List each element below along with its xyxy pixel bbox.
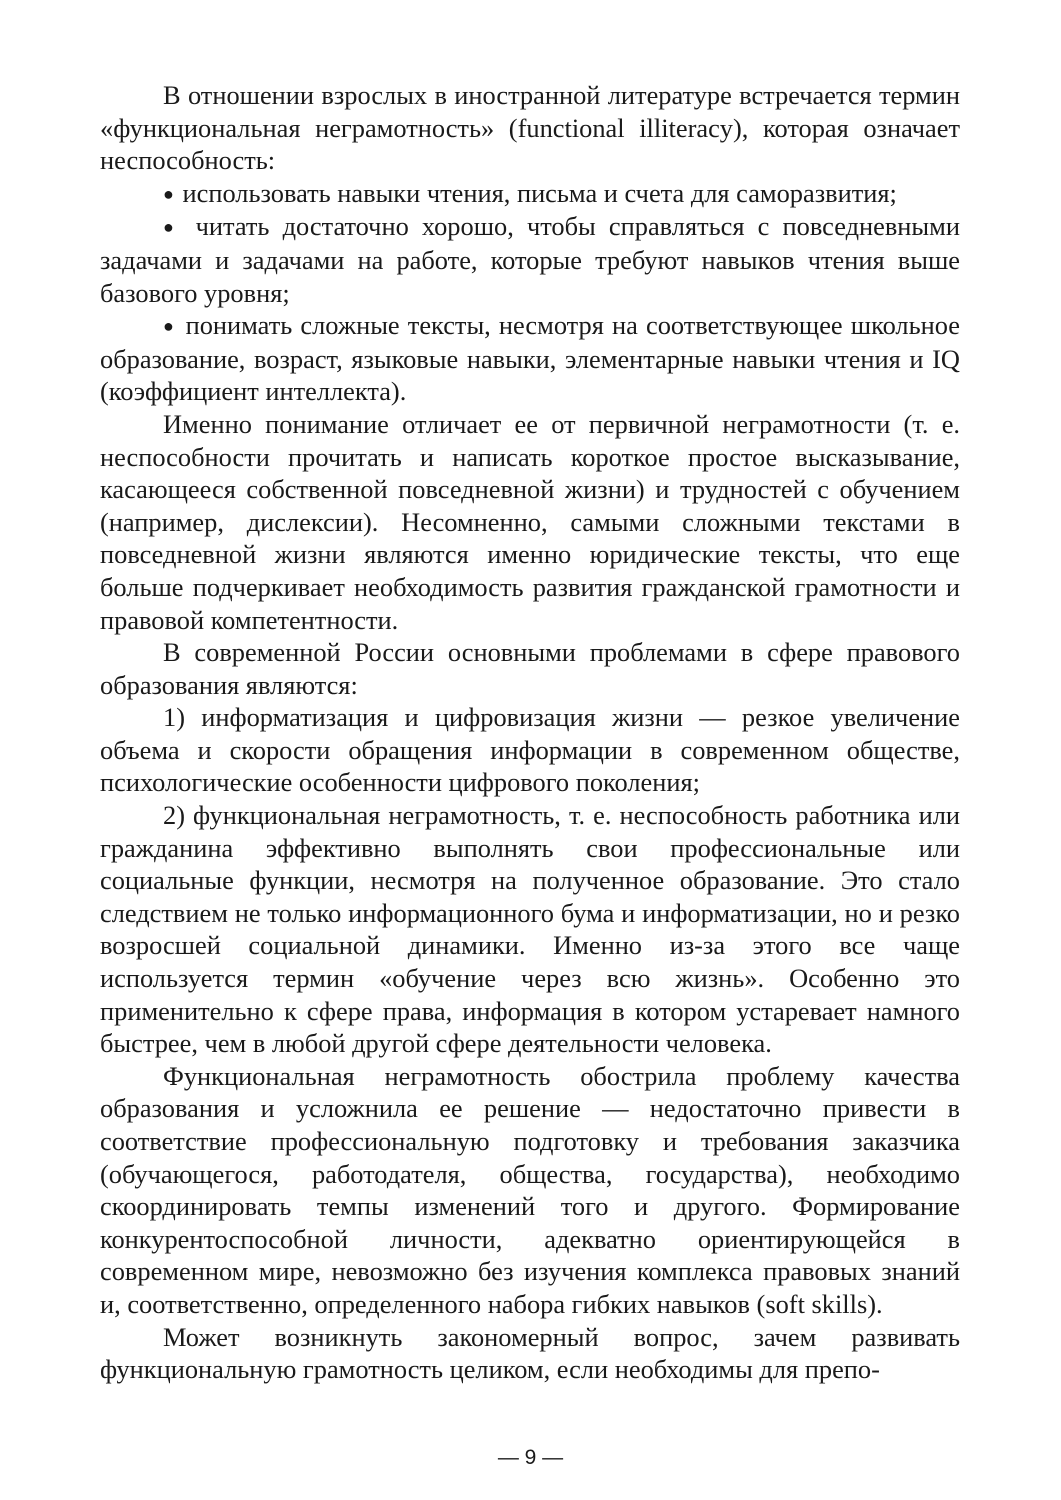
bullet-icon: ● <box>163 183 174 204</box>
page-number: — 9 — <box>497 1446 564 1469</box>
list-item-functional-illiteracy: 2) функциональная неграмотность, т. е. неспособность работника или гражданина эффективно выполнять свои профессиональные или социальные функции, несмотря на полученное образование. Это стало следствием не только информационного бума и информатизации, но и резко возросшей социальной динамики. Именно из-за этого все чаще используется термин «обучение через всю жизнь». Особенно это применительно к сфере права, информация в котором устаревает намного быстрее, чем в любой другой сфере деятельности человека. <box>100 800 960 1059</box>
bullet-item-self-development <box>100 177 960 211</box>
bullet-item-complex-texts <box>100 309 960 408</box>
body-text <box>100 79 960 1386</box>
paragraph-education-quality: Функциональная неграмотность обострила проблему качества образования и усложнила ее решение — недостаточно привести в соответствие профессиональную подготовку и требования заказчика (обучающегося, работодателя, общества, государства), необходимо скоординировать темпы изменений того и другого. Формирование конкурентоспособной личности, адекватно ориентирующейся в современном мире, невозможно без изучения комплекса правовых знаний и, соответственно, определенного набора гибких навыков (soft skills). <box>100 1060 960 1319</box>
bullet-icon: ● <box>163 217 181 238</box>
paragraph-understanding: Именно понимание отличает ее от первичной неграмотности (т. е. неспособности прочитать и написать короткое простое высказывание, касающееся собственной повседневной жизни) и трудностей с обучением (например, дислексии). Несомненно, самыми сложными текстами в повседневной жизни являются именно юридические тексты, что еще больше подчеркивает необходимость развития гражданской грамотности и правовой компетентности. <box>100 408 960 635</box>
bullet-text: понимать сложные тексты, несмотря на соответствующее школьное образование, возраст, языковые навыки, элементарные навыки чтения и IQ (коэффициент интеллекта). <box>100 310 960 407</box>
list-item-informatization: 1) информатизация и цифровизация жизни — резкое увеличение объема и скорости обращения информации в современном обществе, психологические особенности цифрового поколения; <box>100 702 960 798</box>
paragraph-question: Может возникнуть закономерный вопрос, зачем развивать функциональную грамотность целиком, если необходимы для препо- <box>100 1321 960 1385</box>
bullet-icon: ● <box>163 316 176 337</box>
paragraph-russia-problems: В современной России основными проблемами в сфере правового образования являются: <box>100 637 960 700</box>
bullet-text: использовать навыки чтения, письма и счета для саморазвития; <box>182 177 897 208</box>
bullet-text: читать достаточно хорошо, чтобы справляться с повседневными задачами и задачами на работе, которые требуют навыков чтения выше базового уровня; <box>100 211 960 308</box>
paragraph-functional-illiteracy-intro: В отношении взрослых в иностранной литературе встречается термин «функциональная неграмотность» (functional illiteracy), которая означает неспособность: <box>100 80 960 176</box>
bullet-item-everyday-tasks <box>100 210 960 309</box>
